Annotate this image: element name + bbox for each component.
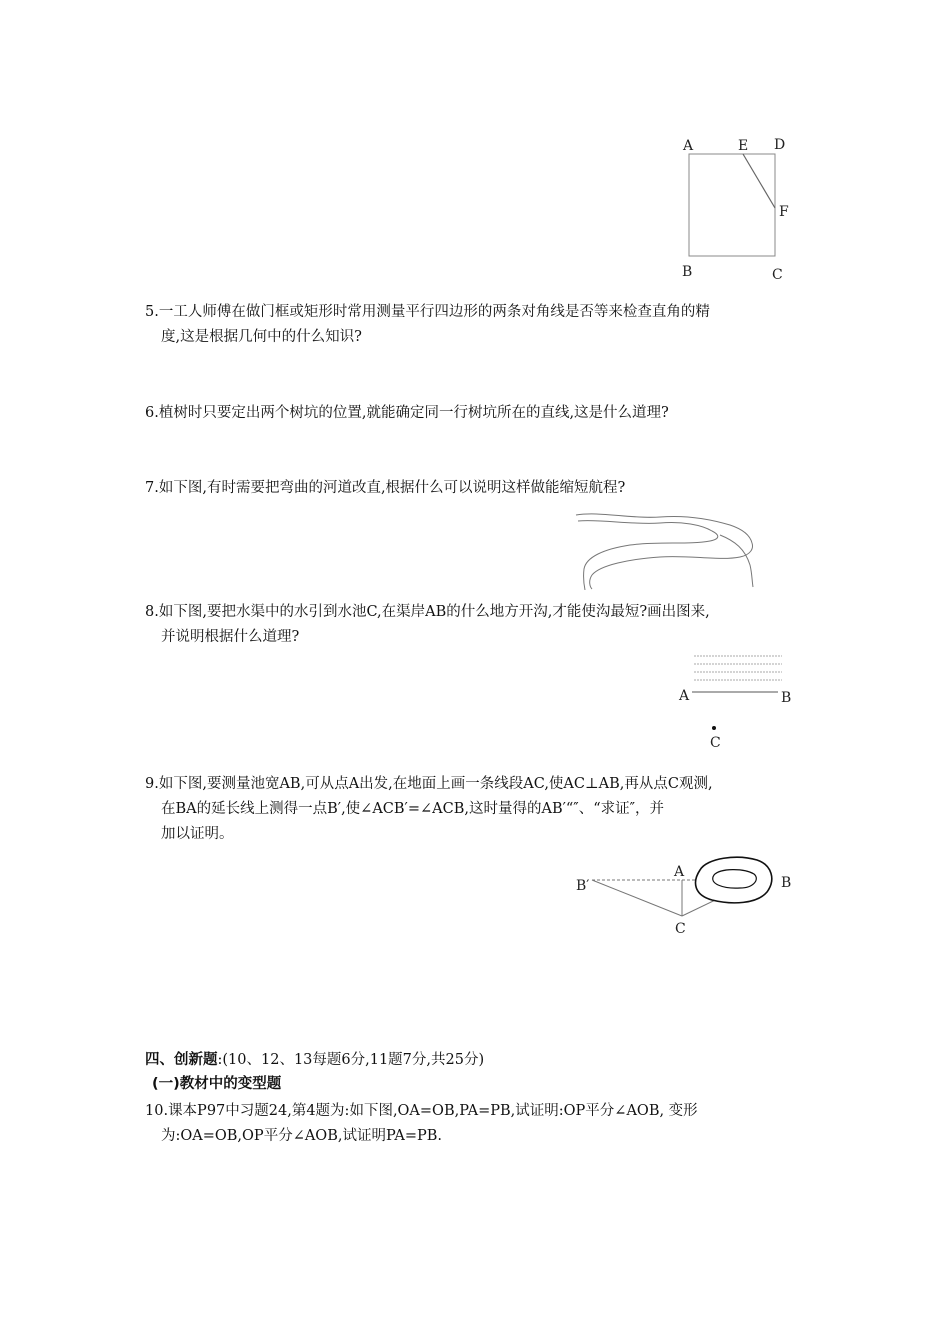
question-8 [145, 600, 815, 650]
label-b: B [781, 875, 792, 891]
question-6 [145, 401, 815, 426]
q10-number: 10. [145, 1103, 169, 1119]
q6-number: 6. [145, 405, 159, 421]
canal-figure [672, 650, 802, 755]
label-a: A [679, 688, 690, 704]
q5-line2: 度,这是根据几何中的什么知识? [161, 329, 362, 345]
square-figure [670, 130, 810, 290]
subsection-1-heading: (一)教材中的变型题 [152, 1076, 282, 1092]
label-e: E [738, 138, 749, 154]
pool-point-c [712, 726, 716, 730]
q10-line2: 为:OA=OB,OP平分∠AOB,试证明PA=PB. [161, 1128, 443, 1144]
label-c: C [710, 735, 721, 751]
label-b-prime: B′ [576, 878, 590, 894]
pond-figure [572, 850, 802, 940]
segment-ef [743, 154, 775, 208]
q7-text: 如下图,有时需要把弯曲的河道改直,根据什么可以说明这样做能缩短航程? [158, 480, 626, 496]
q7-number: 7. [145, 480, 159, 496]
river-figure [570, 505, 760, 590]
river-bank-tail [720, 535, 753, 587]
river-bank-inner [578, 521, 718, 590]
q8-line2: 并说明根据什么道理? [161, 629, 300, 645]
question-5 [145, 300, 815, 350]
q6-text: 植树时只要定出两个树坑的位置,就能确定同一行树坑所在的直线,这是什么道理? [158, 405, 669, 421]
q8-line1: 如下图,要把水渠中的水引到水池C,在渠岸AB的什么地方开沟,才能使沟最短?画出图来, [158, 604, 710, 620]
label-c: C [675, 921, 686, 937]
label-f: F [779, 204, 789, 220]
question-10 [145, 1099, 815, 1149]
q10-line1: 课本P97中习题24,第4题为:如下图,OA=OB,PA=PB,试证明:OP平分∠AOB, 变形 [168, 1103, 698, 1119]
question-7 [145, 476, 815, 501]
q9-line1: 如下图,要测量池宽AB,可从点A出发,在地面上画一条线段AC,使AC⊥AB,再从点C观测, [158, 776, 713, 792]
segment-c-bprime [592, 880, 682, 916]
q9-number: 9. [145, 776, 159, 792]
q9-line2: 在BA的延长线上测得一点B′,使∠ACB′=∠ACB,这时量得的AB′“″、“求证″，并 [161, 801, 665, 817]
square-abcd [689, 154, 775, 256]
label-d: D [774, 137, 786, 153]
label-c: C [772, 267, 783, 283]
label-a: A [674, 864, 685, 880]
q8-number: 8. [145, 604, 159, 620]
q9-line3: 加以证明。 [161, 826, 234, 842]
q5-number: 5. [145, 304, 159, 320]
pond-inner-contour [713, 870, 757, 889]
q5-line1: 一工人师傅在做门框或矩形时常用测量平行四边形的两条对角线是否等来检查直角的精 [158, 304, 710, 320]
section-4-title: 四、创新题 [145, 1052, 218, 1068]
question-9 [145, 772, 815, 847]
label-b: B [682, 264, 693, 280]
section-4-heading [145, 1049, 484, 1071]
section-4-score: :(10、12、13每题6分,11题7分,共25分) [217, 1052, 485, 1068]
label-a: A [683, 138, 694, 154]
label-b: B [781, 690, 792, 706]
